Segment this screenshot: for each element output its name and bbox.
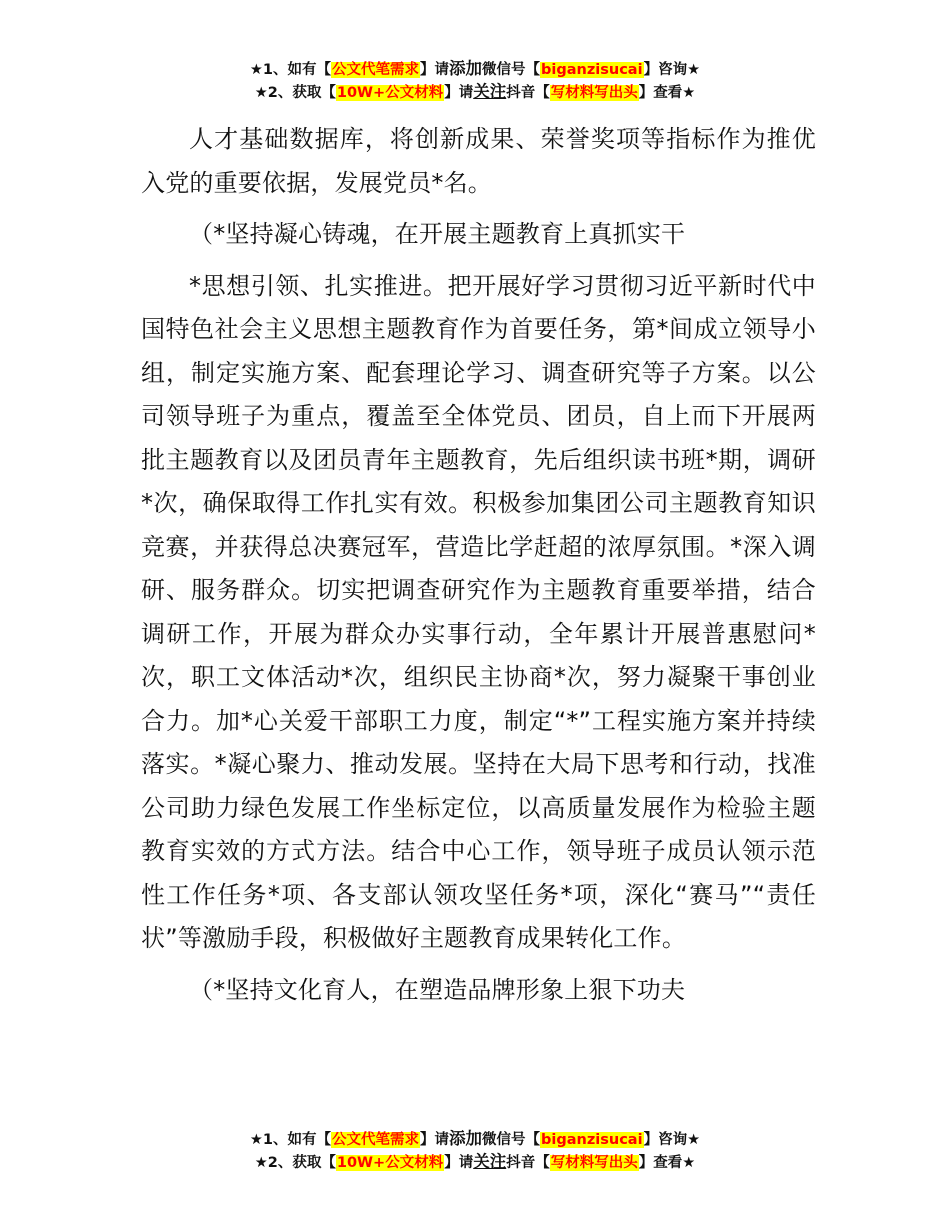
- header-line-2-prefix: ★2、获取【: [254, 85, 336, 101]
- header-highlight-materials: 10W+公文材料: [336, 85, 444, 101]
- footer-highlight-service: 公文代笔需求: [332, 1132, 420, 1148]
- header-line-1-text-2: 微信号【: [482, 62, 541, 78]
- footer-line-1-suffix: 】咨询★: [643, 1132, 701, 1148]
- section-heading-culture: （*坚持文化育人，在塑造品牌形象上狠下功夫: [189, 975, 686, 1004]
- footer-line-2-prefix: ★2、获取【: [254, 1155, 336, 1171]
- footer-highlight-wechat-id: biganzisucai: [541, 1132, 643, 1148]
- header-line-2-text-2: 抖音【: [506, 85, 550, 101]
- header-line-1-suffix: 】咨询★: [643, 62, 701, 78]
- header-line-2: [0, 81, 950, 104]
- footer-line-1-text: 】请: [420, 1132, 450, 1148]
- footer-highlight-materials: 10W+公文材料: [336, 1155, 444, 1171]
- header-line-1: [0, 58, 950, 81]
- footer-highlight-douyin: 写材料写出头: [550, 1155, 638, 1171]
- paragraph-talent-database: 人才基础数据库，将创新成果、荣誉奖项等指标作为推优入党的重要依据，发展党员*名。: [141, 125, 816, 197]
- header-line-2-suffix: 】查看★: [638, 85, 696, 101]
- footer-line-2: [0, 1151, 950, 1174]
- header-highlight-wechat-id: biganzisucai: [541, 62, 643, 78]
- header-line-2-text: 】请: [444, 85, 474, 101]
- footer-line-1: [0, 1128, 950, 1151]
- footer-line-2-text-2: 抖音【: [506, 1155, 550, 1171]
- footer-emphasis-add: 添加: [449, 1129, 483, 1148]
- section-heading-theme-education: （*坚持凝心铸魂，在开展主题教育上真抓实干: [189, 220, 686, 248]
- header-line-1-text: 】请: [420, 62, 450, 78]
- header-highlight-douyin: 写材料写出头: [550, 85, 638, 101]
- footer-line-2-text: 】请: [444, 1155, 474, 1171]
- header-line-1-prefix: ★1、如有【: [249, 62, 332, 78]
- header-emphasis-follow: 关注: [473, 82, 507, 101]
- footer-line-2-suffix: 】查看★: [638, 1155, 696, 1171]
- footer-emphasis-follow: 关注: [473, 1152, 507, 1171]
- footer-line-1-prefix: ★1、如有【: [249, 1132, 332, 1148]
- header-highlight-service: 公文代笔需求: [332, 62, 420, 78]
- footer-banner: [0, 1128, 950, 1174]
- document-body: [141, 118, 816, 1020]
- header-banner: [0, 58, 950, 104]
- header-emphasis-add: 添加: [449, 59, 483, 78]
- footer-line-1-text-2: 微信号【: [482, 1132, 541, 1148]
- paragraph-theme-education: *思想引领、扎实推进。把开展好学习贯彻习近平新时代中国特色社会主义思想主题教育作为首要任务，第*间成立领导小组，制定实施方案、配套理论学习、调查研究等子方案。以公司领导班子为重点，覆盖至全体党员、团员，自上而下开展两批主题教育以及团员青年主题教育，先后组织读书班*期，调研*次，确保取得工作扎实有效。积极参加集团公司主题教育知识竞赛，并获得总决赛冠军，营造比学赶超的浓厚氛围。*深入调研、服务群众。切实把调查研究作为主题教育重要举措，结合调研工作，开展为群众办实事行动，全年累计开展普惠慰问*次，职工文体活动*次，组织民主协商*次，努力凝聚干事创业合力。加*心关爱干部职工力度，制定“*”工程实施方案并持续落实。*凝心聚力、推动发展。坚持在大局下思考和行动，找准公司助力绿色发展工作坐标定位，以高质量发展作为检验主题教育实效的方式方法。结合中心工作，领导班子成员认领示范性工作任务*项、各支部认领攻坚任务*项，深化“赛马”“责任状”等激励手段，积极做好主题教育成果转化工作。: [141, 271, 816, 952]
